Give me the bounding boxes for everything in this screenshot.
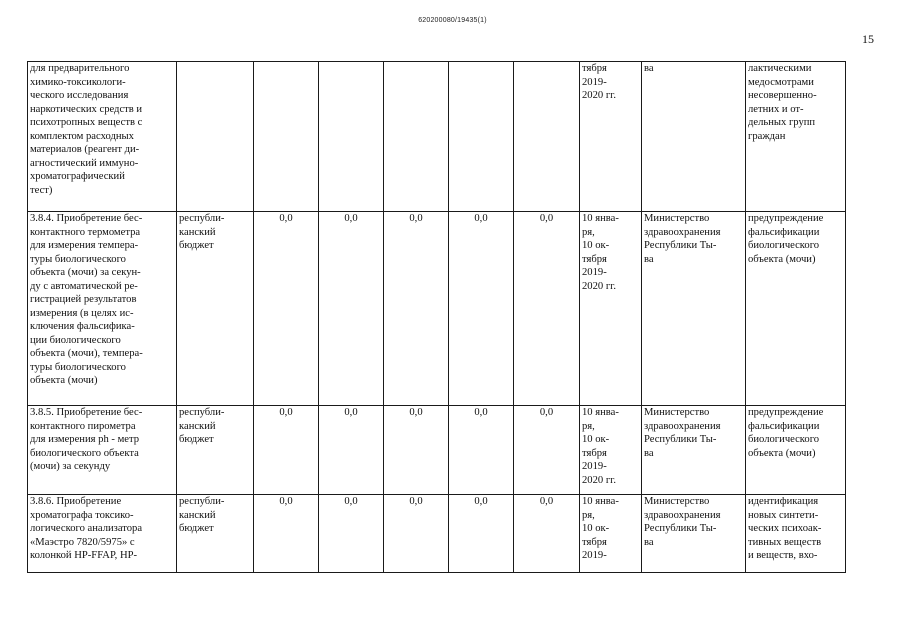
activity-cell-line: 3.8.6. Приобретение <box>30 496 122 507</box>
amount-cell <box>449 62 514 212</box>
period-cell-line: тября <box>582 63 607 74</box>
executor-cell <box>642 62 746 212</box>
activity-cell-line: контактного термометра <box>30 226 141 238</box>
result-cell-line: биологического <box>748 434 820 445</box>
executor-cell-line: ва <box>644 447 654 459</box>
funding-cell <box>177 62 254 212</box>
activity-cell-line: ции биологического <box>30 334 121 346</box>
executor-cell-line: Министерство <box>644 496 710 507</box>
executor-cell <box>642 495 746 573</box>
activity-cell-line: «Маэстро 7820/5975» с <box>30 536 135 548</box>
activity-cell-line: колонкой HP-FFAP, HP- <box>30 550 138 561</box>
period-cell-line: ря, <box>582 226 595 238</box>
period-cell-line: 2020 гг. <box>582 474 616 486</box>
executor-cell-line: Республики Ты- <box>644 240 717 251</box>
result-cell-line: новых синтети- <box>748 509 819 521</box>
table-row <box>28 495 846 573</box>
activity-cell-line: агностический иммуно- <box>30 157 139 169</box>
funding-cell <box>177 212 254 406</box>
result-cell-line: объекта (мочи) <box>748 447 816 459</box>
activity-cell-line: ду с автоматической ре- <box>30 280 138 292</box>
document-id: 620200080/19435(1) <box>418 17 487 24</box>
table-row <box>28 62 846 212</box>
funding-cell-line: республи- <box>179 407 225 418</box>
amount-cell: 0,0 <box>254 406 319 495</box>
activity-cell-line: объекта (мочи) <box>30 375 98 386</box>
activity-cell-line: для измерения ph - метр <box>30 434 140 445</box>
activity-cell-line: психотропных веществ с <box>30 117 143 128</box>
amount-cell: 0,0 <box>514 495 580 573</box>
amount-cell: 0,0 <box>319 406 384 495</box>
period-cell-line: 10 ок- <box>582 240 610 251</box>
period-cell <box>580 212 642 406</box>
result-cell-line: несовершенно- <box>748 90 817 101</box>
table-row <box>28 406 846 495</box>
activity-cell-line: туры биологического <box>30 253 126 265</box>
executor-cell <box>642 406 746 495</box>
executor-cell-line: Республики Ты- <box>644 523 717 534</box>
result-cell-line: биологического <box>748 240 820 251</box>
period-cell-line: 10 ок- <box>582 434 610 445</box>
table-row <box>28 212 846 406</box>
result-cell-line: тивных веществ <box>748 536 822 548</box>
activity-cell-line: объекта (мочи), темпера- <box>30 348 143 359</box>
amount-cell: 0,0 <box>449 495 514 573</box>
activity-cell-line: для измерения темпера- <box>30 240 139 251</box>
amount-cell: 0,0 <box>514 406 580 495</box>
activity-cell-line: для предварительного <box>30 63 130 74</box>
page-number: 15 <box>862 32 874 46</box>
executor-cell-line: ва <box>644 253 654 265</box>
period-cell-line: 2019- <box>582 550 607 561</box>
activity-cell-line: комплектом расходных <box>30 130 134 142</box>
executor-cell-line: Министерство <box>644 213 710 224</box>
amount-cell <box>384 62 449 212</box>
period-cell-line: 10 янва- <box>582 213 619 224</box>
executor-cell-line: здравоохранения <box>644 226 721 238</box>
activity-cell-line: логического анализатора <box>30 523 143 534</box>
result-cell-line: лактическими <box>748 63 812 74</box>
activity-cell-line: тест) <box>30 184 53 196</box>
period-cell-line: тября <box>582 253 607 265</box>
period-cell-line: 10 янва- <box>582 496 619 507</box>
amount-cell <box>319 62 384 212</box>
activity-cell-line: 3.8.4. Приобретение бес- <box>30 213 143 224</box>
amount-cell: 0,0 <box>254 495 319 573</box>
activity-cell <box>28 406 177 495</box>
result-cell-line: объекта (мочи) <box>748 253 816 265</box>
executor-cell-line: ва <box>644 63 654 74</box>
plan-table <box>27 61 846 573</box>
funding-cell-line: республи- <box>179 496 225 507</box>
activity-cell-line: хроматографа токсико- <box>30 509 134 521</box>
funding-cell-line: республи- <box>179 213 225 224</box>
period-cell-line: ря, <box>582 420 595 432</box>
executor-cell <box>642 212 746 406</box>
executor-cell-line: ва <box>644 536 654 548</box>
result-cell <box>746 406 846 495</box>
activity-cell-line: измерения (в целях ис- <box>30 307 134 319</box>
result-cell <box>746 62 846 212</box>
activity-cell-line: ческого исследования <box>30 90 129 101</box>
funding-cell <box>177 406 254 495</box>
amount-cell <box>254 62 319 212</box>
activity-cell-line: 3.8.5. Приобретение бес- <box>30 407 143 418</box>
amount-cell: 0,0 <box>384 495 449 573</box>
funding-cell-line: канский <box>179 420 216 432</box>
period-cell-line: тября <box>582 447 607 459</box>
amount-cell: 0,0 <box>319 495 384 573</box>
activity-cell <box>28 495 177 573</box>
executor-cell-line: здравоохранения <box>644 420 721 432</box>
period-cell-line: 2019- <box>582 76 607 88</box>
executor-cell-line: Республики Ты- <box>644 434 717 445</box>
period-cell-line: 10 ок- <box>582 523 610 534</box>
activity-cell-line: объекта (мочи) за секун- <box>30 267 141 278</box>
result-cell-line: фальсификации <box>748 420 820 432</box>
period-cell-line: 2019- <box>582 267 607 278</box>
amount-cell: 0,0 <box>514 212 580 406</box>
activity-cell-line: химико-токсикологи- <box>30 76 126 88</box>
amount-cell: 0,0 <box>384 406 449 495</box>
period-cell-line: 2019- <box>582 461 607 472</box>
activity-cell-line: наркотических средств и <box>30 103 143 115</box>
activity-cell-line: туры биологического <box>30 361 126 373</box>
activity-cell-line: ключения фальсифика- <box>30 321 135 332</box>
result-cell <box>746 495 846 573</box>
activity-cell <box>28 212 177 406</box>
amount-cell <box>514 62 580 212</box>
funding-cell-line: канский <box>179 509 216 521</box>
activity-cell-line: контактного пирометра <box>30 420 136 432</box>
activity-cell-line: биологического объекта <box>30 447 139 459</box>
period-cell-line: 2020 гг. <box>582 90 616 101</box>
period-cell <box>580 62 642 212</box>
result-cell <box>746 212 846 406</box>
activity-cell <box>28 62 177 212</box>
result-cell-line: дельных групп <box>748 117 816 128</box>
activity-cell-line: материалов (реагент ди- <box>30 144 140 155</box>
activity-cell-line: (мочи) за секунду <box>30 461 111 472</box>
amount-cell: 0,0 <box>254 212 319 406</box>
period-cell-line: тября <box>582 536 607 548</box>
period-cell <box>580 406 642 495</box>
period-cell <box>580 495 642 573</box>
executor-cell-line: Министерство <box>644 407 710 418</box>
amount-cell: 0,0 <box>449 212 514 406</box>
result-cell-line: предупреждение <box>748 213 824 224</box>
result-cell-line: предупреждение <box>748 407 824 418</box>
activity-cell-line: хроматографический <box>30 171 125 182</box>
period-cell-line: 2020 гг. <box>582 280 616 292</box>
result-cell-line: и веществ, вхо- <box>748 550 818 561</box>
funding-cell-line: канский <box>179 226 216 238</box>
period-cell-line: 10 янва- <box>582 407 619 418</box>
funding-cell <box>177 495 254 573</box>
result-cell-line: летних и от- <box>748 103 804 115</box>
result-cell-line: идентификация <box>748 496 819 507</box>
executor-cell-line: здравоохранения <box>644 509 721 521</box>
amount-cell: 0,0 <box>319 212 384 406</box>
result-cell-line: ческих психоак- <box>748 523 822 534</box>
result-cell-line: фальсификации <box>748 226 820 238</box>
funding-cell-line: бюджет <box>179 240 214 251</box>
activity-cell-line: гистрацией результатов <box>30 294 137 305</box>
funding-cell-line: бюджет <box>179 434 214 445</box>
amount-cell: 0,0 <box>384 212 449 406</box>
result-cell-line: граждан <box>748 130 786 142</box>
funding-cell-line: бюджет <box>179 523 214 534</box>
amount-cell: 0,0 <box>449 406 514 495</box>
period-cell-line: ря, <box>582 509 595 521</box>
result-cell-line: медосмотрами <box>748 76 814 88</box>
